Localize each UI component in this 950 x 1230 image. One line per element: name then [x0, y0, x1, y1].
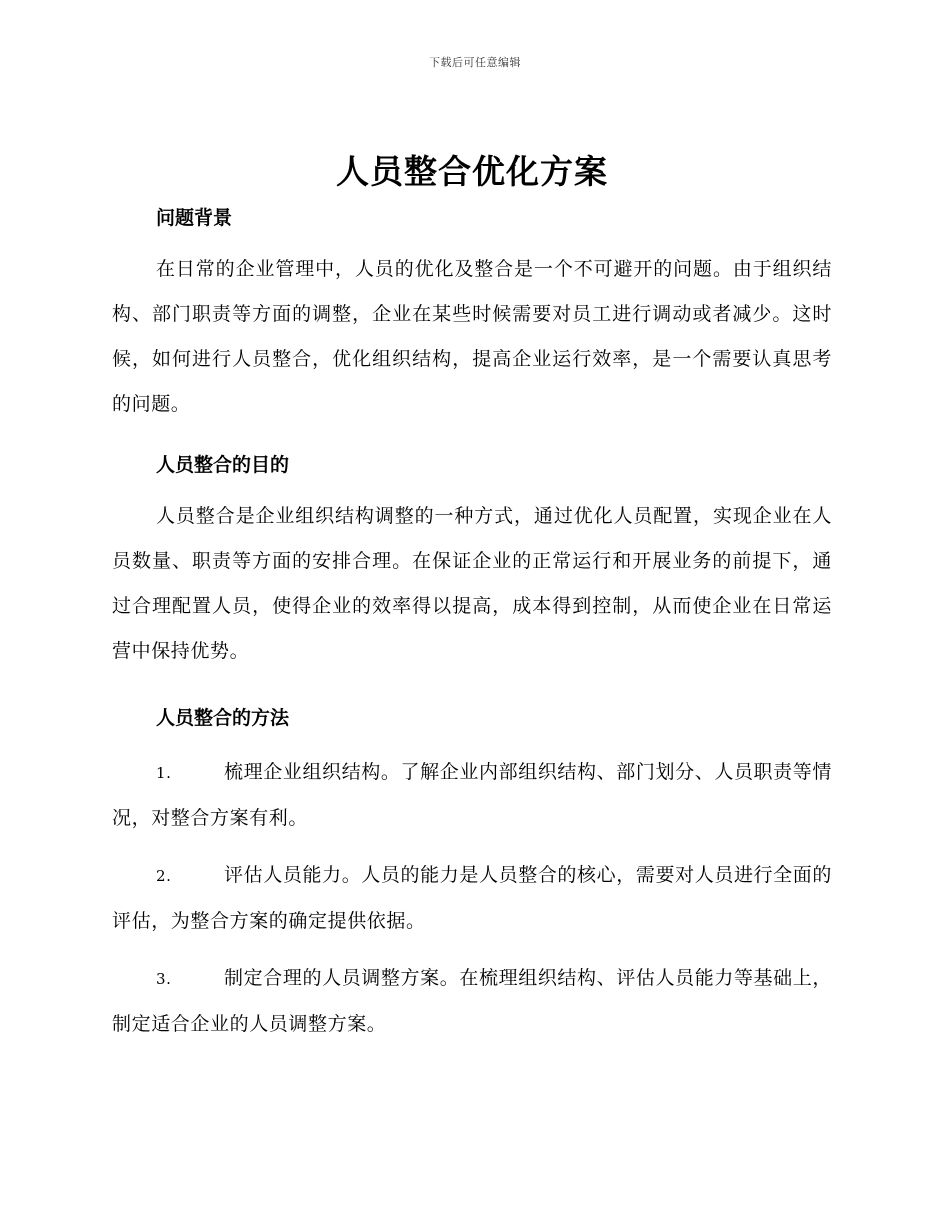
page-header-note: 下载后可任意编辑	[429, 56, 521, 69]
list-item-number: 2.	[156, 867, 172, 885]
list-item	[112, 750, 832, 841]
list-item	[112, 956, 832, 1047]
list-item-text: 制定合理的人员调整方案。在梳理组织结构、评估人员能力等基础上，制定适合企业的人员调整方案。	[112, 967, 832, 1035]
section-heading-background: 问题背景	[156, 207, 233, 229]
methods-list	[112, 750, 832, 1047]
list-item-number: 1.	[156, 764, 172, 782]
document-body	[112, 148, 832, 1047]
section-heading-purpose: 人员整合的目的	[156, 454, 290, 476]
section-heading-methods: 人员整合的方法	[156, 707, 290, 729]
list-item-text: 梳理企业组织结构。了解企业内部组织结构、部门划分、人员职责等情况，对整合方案有利。	[112, 761, 832, 829]
list-item-number: 3.	[156, 970, 172, 988]
list-item	[112, 853, 832, 944]
list-item-text: 评估人员能力。人员的能力是人员整合的核心，需要对人员进行全面的评估，为整合方案的确定提供依据。	[112, 864, 832, 932]
section-paragraph-background: 在日常的企业管理中，人员的优化及整合是一个不可避开的问题。由于组织结构、部门职责等方面的调整，企业在某些时候需要对员工进行调动或者减少。这时候，如何进行人员整合，优化组织结构，提高企业运行效率，是一个需要认真思考的问题。	[112, 258, 832, 415]
document-title: 人员整合优化方案	[336, 152, 608, 191]
section-paragraph-purpose: 人员整合是企业组织结构调整的一种方式，通过优化人员配置，实现企业在人员数量、职责等方面的安排合理。在保证企业的正常运行和开展业务的前提下，通过合理配置人员，使得企业的效率得以提高，成本得到控制，从而使企业在日常运营中保持优势。	[112, 505, 832, 662]
